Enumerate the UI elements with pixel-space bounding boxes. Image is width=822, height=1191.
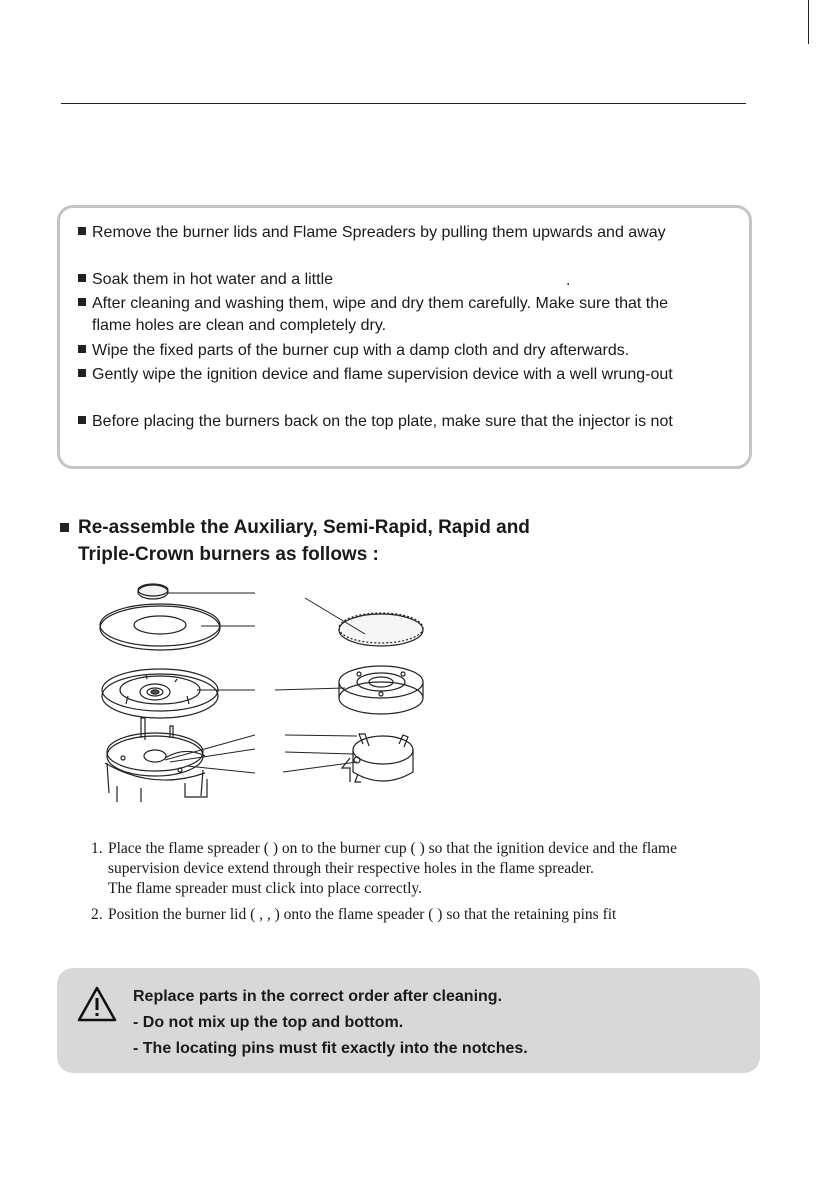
cleaning-bullet-3: After cleaning and washing them, wipe and dry them carefully. Make sure that the: [78, 294, 668, 314]
bullet-square-icon: [78, 345, 86, 353]
triple-crown-lid-illustration: [339, 613, 423, 646]
burner-cup-base-illustration: [105, 718, 207, 802]
burner-lid-small-illustration: [138, 584, 168, 599]
cleaning-bullet-3-continuation: flame holes are clean and completely dry.: [92, 317, 387, 334]
step-1-line-1: 1. Place the flame spreader ( ) on to the burner cup ( ) so that the ignition device and the flame: [91, 840, 677, 857]
warning-line-1: Replace parts in the correct order after cleaning.: [133, 988, 503, 1005]
triple-crown-spreader-illustration: [339, 666, 423, 714]
flame-spreader-ring-illustration: [100, 604, 220, 650]
bullet-2-period: .: [566, 272, 571, 289]
bullet-square-icon: [78, 369, 86, 377]
step-1-line-2: supervision device extend through their respective holes in the flame spreader.: [108, 860, 594, 877]
cleaning-bullet-1: Remove the burner lids and Flame Spreaders by pulling them upwards and away: [78, 223, 666, 243]
step-2-line-1: 2. Position the burner lid ( , , ) onto the flame speader ( ) so that the retaining pins fit: [91, 906, 617, 923]
heading-bullet-icon: [60, 523, 69, 532]
cleaning-bullet-2: Soak them in hot water and a little: [78, 270, 333, 290]
warning-line-2: - Do not mix up the top and bottom.: [133, 1014, 404, 1031]
crop-mark: [808, 0, 809, 44]
cleaning-bullet-5: Gently wipe the ignition device and flame supervision device with a well wrung-out: [78, 365, 673, 385]
burner-exploded-diagram: [95, 578, 435, 808]
warning-triangle-icon: [76, 985, 118, 1023]
bullet-square-icon: [78, 274, 86, 282]
reassemble-heading-line1: Re-assemble the Auxiliary, Semi-Rapid, Rapid and: [78, 517, 530, 538]
warning-line-3: - The locating pins must fit exactly into the notches.: [133, 1040, 528, 1057]
bullet-square-icon: [78, 227, 86, 235]
bullet-square-icon: [78, 298, 86, 306]
step-1-line-3: The flame spreader must click into place correctly.: [108, 880, 423, 897]
reassemble-heading-line2: Triple-Crown burners as follows :: [78, 544, 379, 565]
cleaning-bullet-6: Before placing the burners back on the top plate, make sure that the injector is not: [78, 412, 673, 432]
triple-crown-cup-illustration: [342, 734, 413, 782]
header-rule: [61, 103, 746, 104]
cleaning-bullet-4: Wipe the fixed parts of the burner cup with a damp cloth and dry afterwards.: [78, 341, 629, 361]
bullet-square-icon: [78, 416, 86, 424]
burner-cap-illustration: [102, 669, 218, 718]
